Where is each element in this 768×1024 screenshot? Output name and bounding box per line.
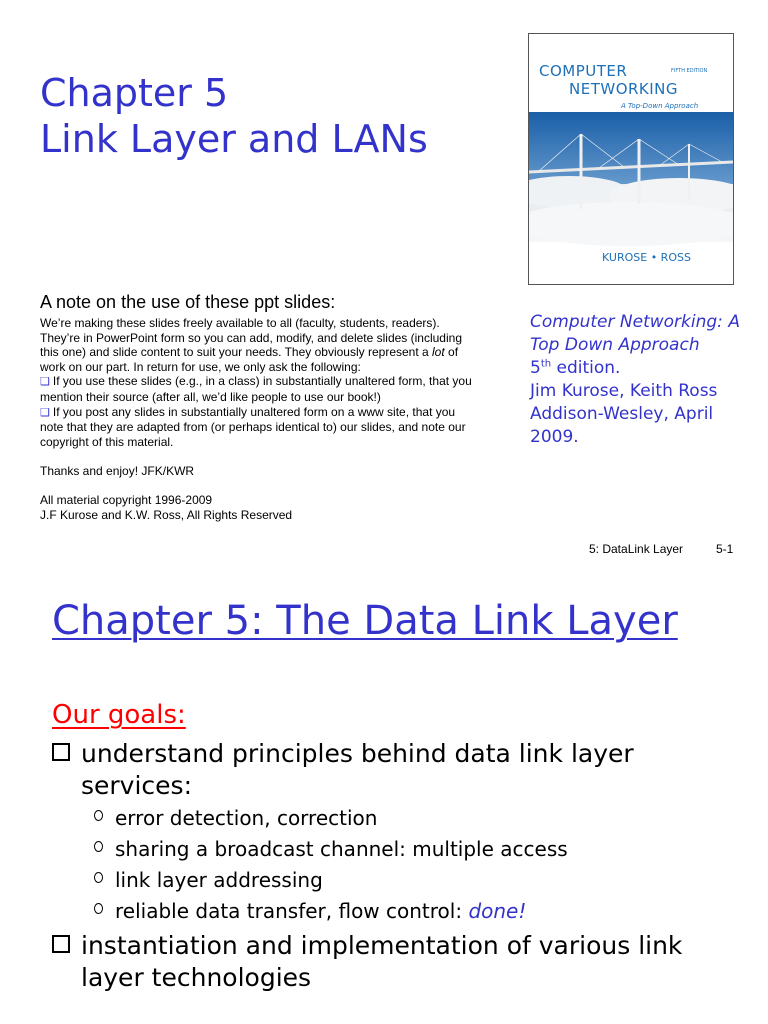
book-info-publisher: Addison-Wesley, April 2009. [530,404,714,447]
book-cover-image [528,33,734,285]
note-text-end: of work on our part. In return for use, we only ask the following: [40,345,459,374]
book-info-authors: Jim Kurose, Keith Ross [530,381,718,401]
note-bullet-item [40,405,480,450]
note-heading: A note on the use of these ppt slides: [40,292,336,312]
book-info-edition: 5th edition. [530,358,621,378]
title-line-1: Chapter 5 [40,71,229,115]
slide-title [40,70,428,162]
done-emphasis: done! [468,899,527,923]
note-bullet-text: If you use these slides (e.g., in a class) in substantially unaltered form, that you mention their source (after all, we’d like people to use our book!) [40,374,472,404]
slide-2-title: Chapter 5: The Data Link Layer [52,598,678,644]
slide-footer-label: 5: DataLink Layer [589,542,684,556]
title-line-2: Link Layer and LANs [40,117,428,161]
note-text: We’re making these slides freely available to all (faculty, students, readers). They’re in PowerPoint form so you can add, modify, and delete slides (including this one) and slide content to suit your needs. They obviously represent a [40,316,462,360]
square-bullet-icon [52,935,70,953]
checkbox-bullet-icon: ❑ [40,376,50,389]
note-body [40,316,480,522]
book-info [530,311,750,449]
copyright-line-1: All material copyright 1996-2009 [40,493,213,508]
ring-bullet-icon [94,872,103,883]
note-bullet-item [40,374,480,404]
square-bullet-icon [52,743,70,761]
book-authors: KUROSE • ROSS [602,251,691,264]
sub-bullet-text: error detection, correction [115,806,378,830]
bullet-text: instantiation and implementation of various link layer technologies [81,931,683,992]
book-edition-tag: FIFTH EDITION [671,68,708,74]
ring-bullet-icon [94,810,103,821]
ring-bullet-icon [94,841,103,852]
note-paragraph [40,316,480,374]
sub-bullet-text: reliable data transfer, flow control: done! [115,899,527,923]
slide-page-number: 5-1 [716,542,734,556]
book-info-title: Computer Networking: A Top Down Approach [530,312,740,355]
thanks-line: Thanks and enjoy! JFK/KWR [40,463,195,478]
ring-bullet-icon [94,903,103,914]
book-title-line-2: NETWORKING [569,80,679,98]
checkbox-bullet-icon: ❑ [40,406,50,419]
goals-heading: Our goals: [52,700,186,730]
sub-bullet-text: sharing a broadcast channel: multiple access [115,837,568,861]
sub-bullet-text: link layer addressing [115,868,323,892]
note-bullet-text: If you post any slides in substantially unaltered form on a www site, that you note that they are adapted from (or perhaps identical to) our slides, and note our copyright of this material. [40,404,466,449]
book-subtitle: A Top-Down Approach [621,102,699,110]
note-emphasis: lot [432,345,445,360]
copyright-line-2: J.F Kurose and K.W. Ross, All Rights Reserved [40,507,293,522]
book-title-line-1: COMPUTER [539,62,628,80]
bullet-text: understand principles behind data link layer services: [81,739,634,800]
